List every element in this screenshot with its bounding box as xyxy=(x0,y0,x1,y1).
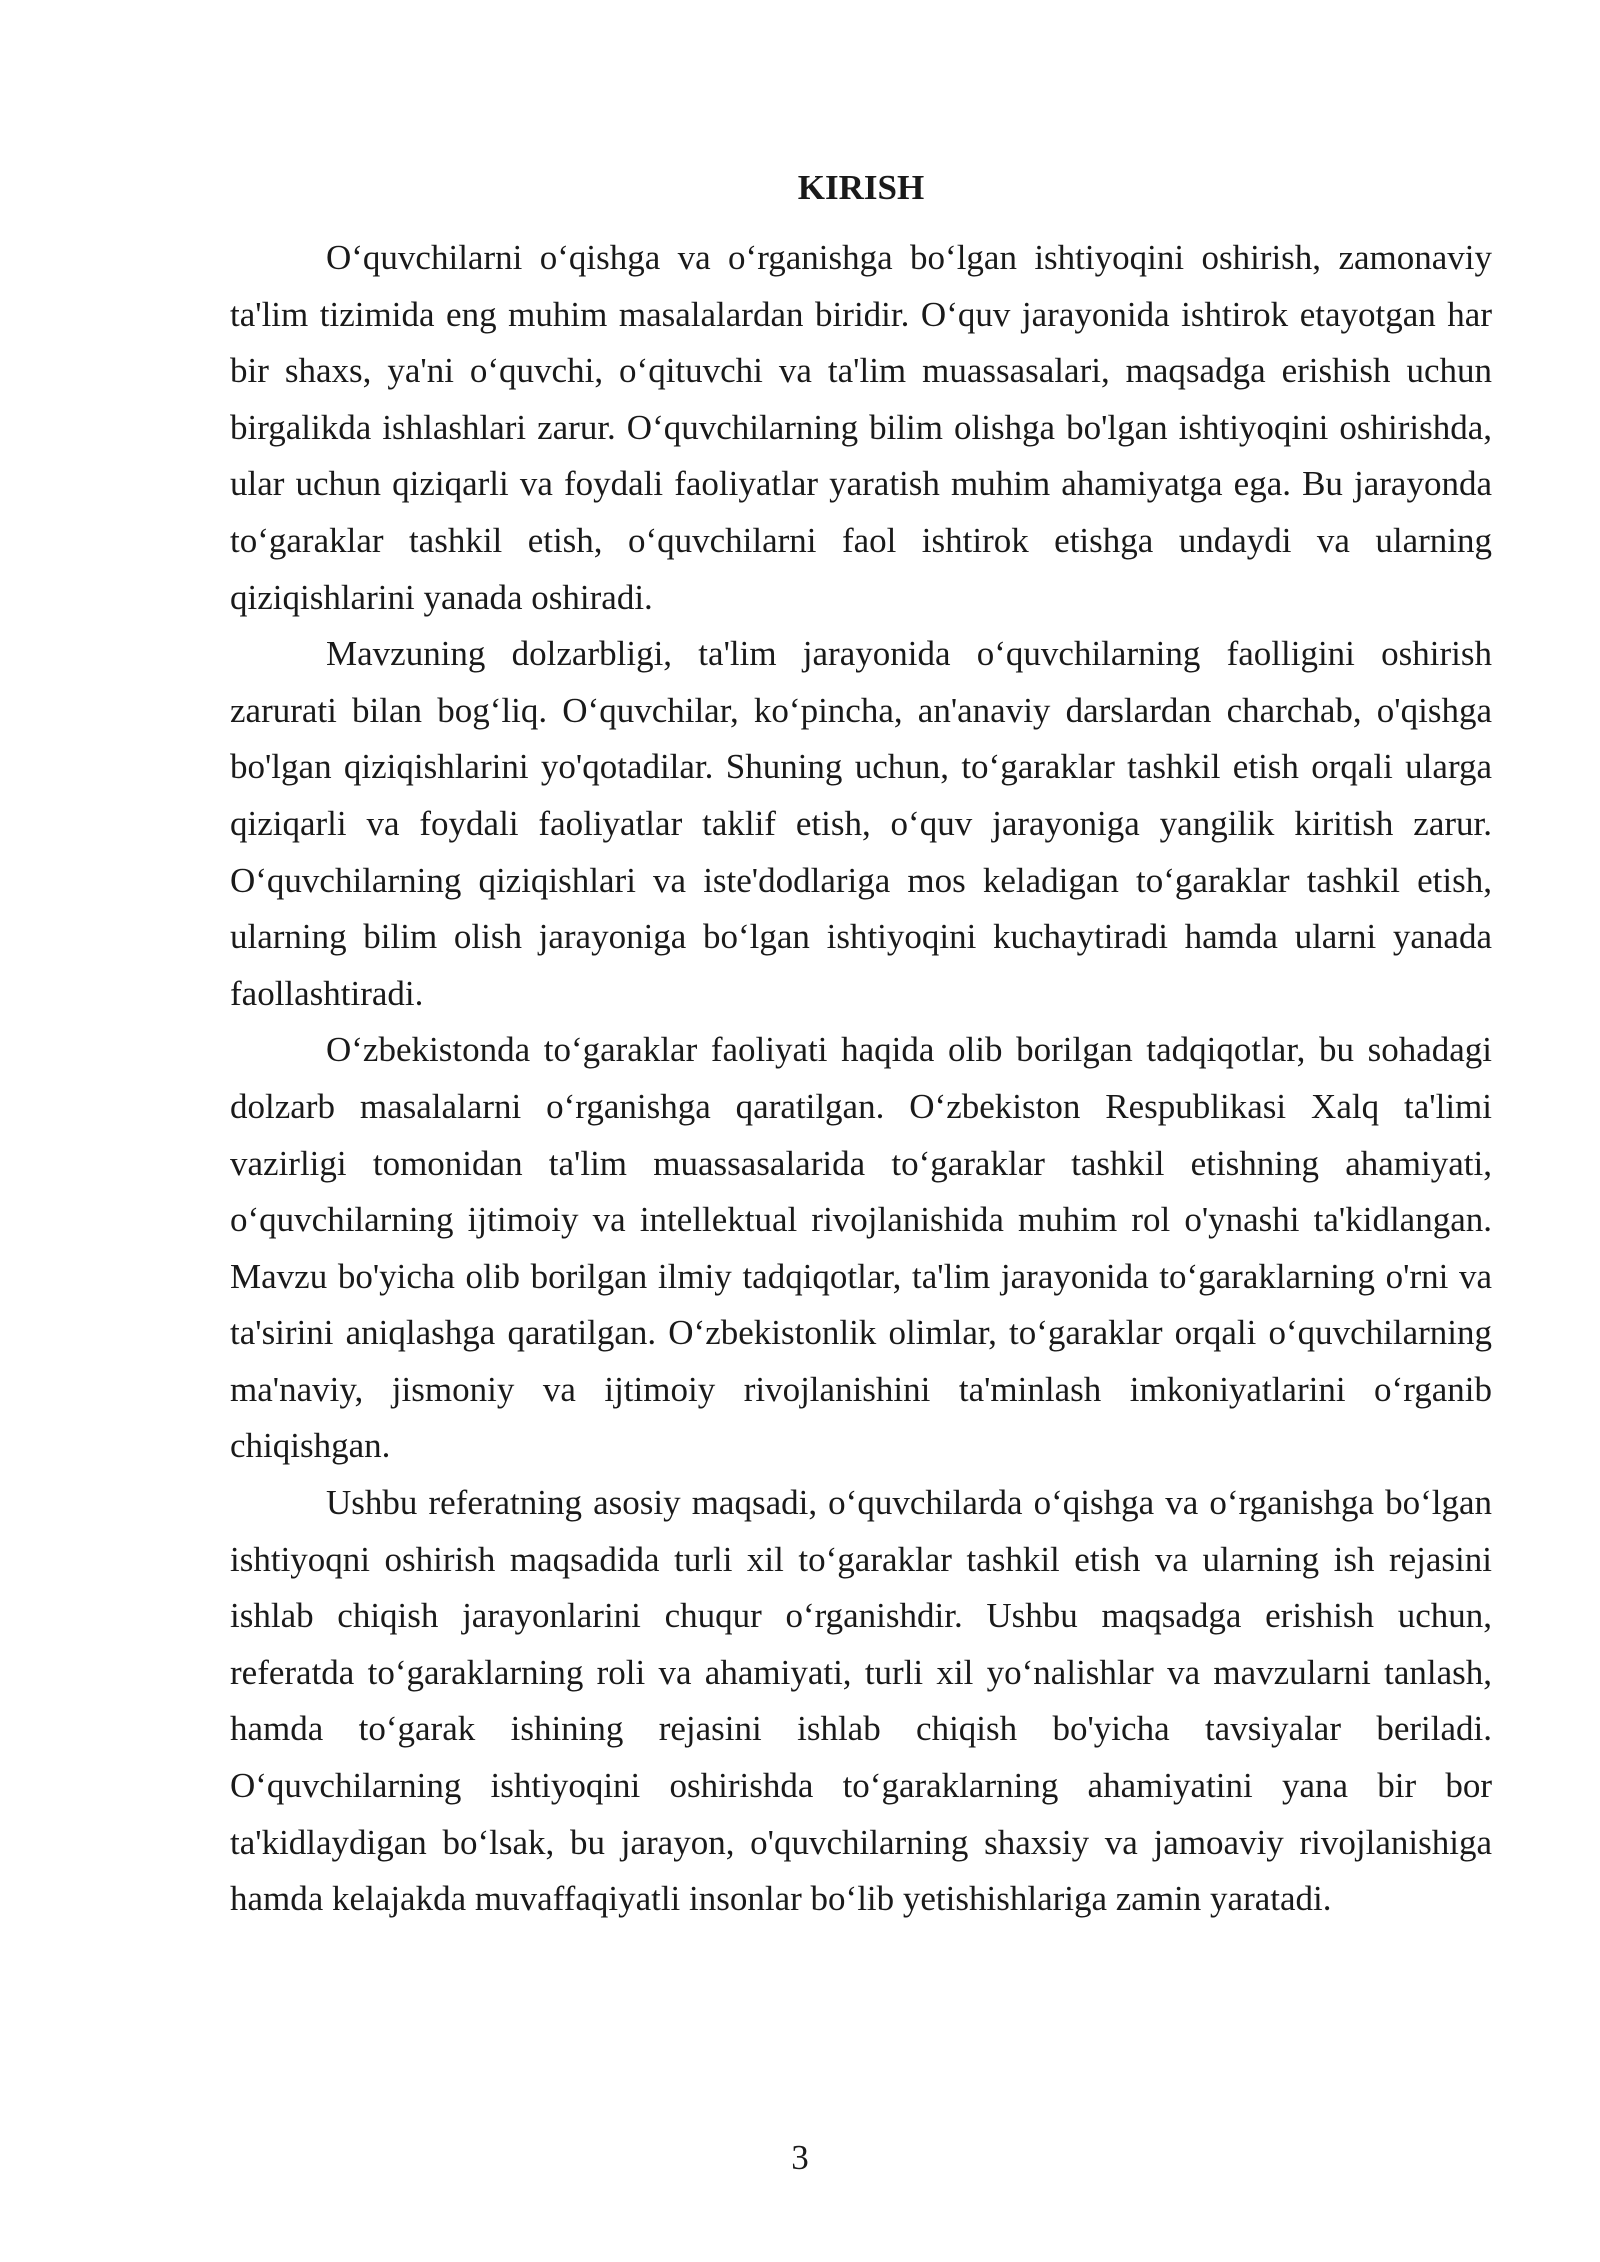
document-body xyxy=(230,160,1492,1928)
paragraph-1: O‘quvchilarni o‘qishga va o‘rganishga bo‘lgan ishtiyoqini oshirish, zamonaviy ta'lim tizimida eng muhim masalalardan biridir. O‘quv jarayonida ishtirok etayotgan har bir shaxs, ya'ni o‘quvchi, o‘qituvchi va ta'lim muassasalari, maqsadga erishish uchun birgalikda ishlashlari zarur. O‘quvchilarning bilim olishga bo'lgan ishtiyoqini oshirishda, ular uchun qiziqarli va foydali faoliyatlar yaratish muhim ahamiyatga ega. Bu jarayonda to‘garaklar tashkil etish, o‘quvchilarni faol ishtirok etishga undaydi va ularning qiziqishlarini yanada oshiradi. xyxy=(230,238,1492,617)
page-number: 3 xyxy=(791,2138,809,2177)
paragraph-2: Mavzuning dolzarbligi, ta'lim jarayonida o‘quvchilarning faolligini oshirish zarurati bilan bog‘liq. O‘quvchilar, ko‘pincha, an'anaviy darslardan charchab, o'qishga bo'lgan qiziqishlarini yo'qotadilar. Shuning uchun, to‘garaklar tashkil etish orqali ularga qiziqarli va foydali faoliyatlar taklif etish, o‘quv jarayoniga yangilik kiritish zarur. O‘quvchilarning qiziqishlari va iste'dodlariga mos keladigan to‘garaklar tashkil etish, ularning bilim olish jarayoniga bo‘lgan ishtiyoqini kuchaytiradi hamda ularni yanada faollashtiradi. xyxy=(230,634,1492,1013)
paragraph-3: O‘zbekistonda to‘garaklar faoliyati haqida olib borilgan tadqiqotlar, bu sohadagi dolzarb masalalarni o‘rganishga qaratilgan. O‘zbekiston Respublikasi Xalq ta'limi vazirligi tomonidan ta'lim muassasalarida to‘garaklar tashkil etishning ahamiyati, o‘quvchilarning ijtimoiy va intellektual rivojlanishida muhim rol o'ynashi ta'kidlangan. Mavzu bo'yicha olib borilgan ilmiy tadqiqotlar, ta'lim jarayonida to‘garaklarning o'rni va ta'sirini aniqlashga qaratilgan. O‘zbekistonlik olimlar, to‘garaklar orqali o‘quvchilarning ma'naviy, jismoniy va ijtimoiy rivojlanishini ta'minlash imkoniyatlarini o‘rganib chiqishgan. xyxy=(230,1030,1492,1466)
paragraph-4: Ushbu referatning asosiy maqsadi, o‘quvchilarda o‘qishga va o‘rganishga bo‘lgan ishtiyoqni oshirish maqsadida turli xil to‘garaklar tashkil etish va ularning ish rejasini ishlab chiqish jarayonlarini chuqur o‘rganishdir. Ushbu maqsadga erishish uchun, referatda to‘garaklarning roli va ahamiyati, turli xil yo‘nalishlar va mavzularni tanlash, hamda to‘garak ishining rejasini ishlab chiqish bo'yicha tavsiyalar beriladi. O‘quvchilarning ishtiyoqini oshirishda to‘garaklarning ahamiyatini yana bir bor ta'kidlaydigan bo‘lsak, bu jarayon, o'quvchilarning shaxsiy va jamoaviy rivojlanishiga hamda kelajakda muvaffaqiyatli insonlar bo‘lib yetishishlariga zamin yaratadi. xyxy=(230,1483,1492,1919)
section-heading: KIRISH xyxy=(797,168,925,207)
